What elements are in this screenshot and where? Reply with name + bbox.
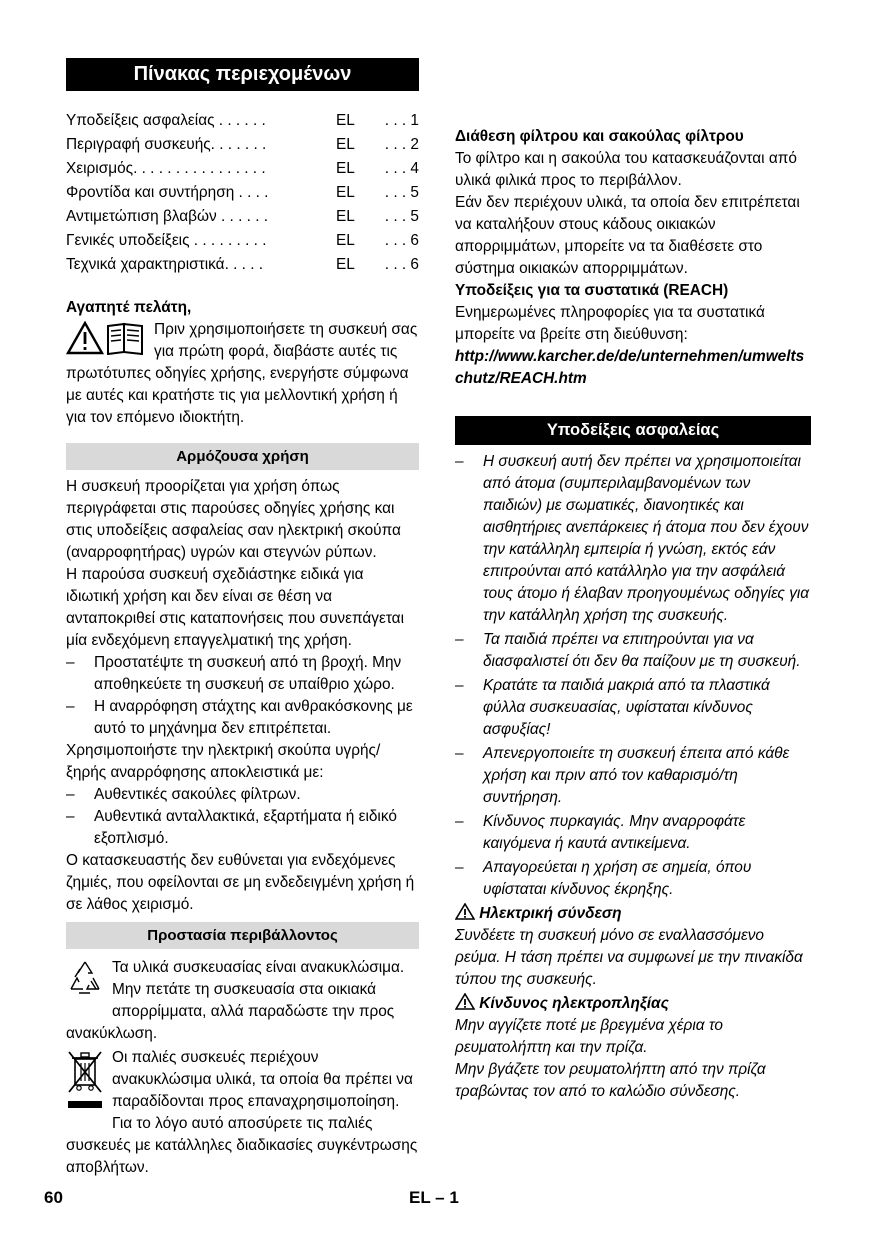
filter-p2: Εάν δεν περιέχουν υλικά, τα οποία δεν επιτρέπεται να καταλήξουν στους κάδους οικιακών απορριμμάτων, μπορείτε να τα διαθέσετε στο σύστημα οικιακών απορριμμάτων. (455, 194, 800, 277)
toc-list (66, 109, 419, 277)
warning-icon (455, 995, 479, 1012)
intended-use-heading: Αρμόζουσα χρήση (66, 443, 419, 470)
list-item: – Τα παιδιά πρέπει να επιτηρούνται για να διασφαλιστεί ότι δεν θα παίζουν με τη συσκευή. (455, 629, 811, 673)
list-item: – Απενεργοποιείτε τη συσκευή έπειτα από κάθε χρήση και πριν από τον καθαρισμό/τη συντήρηση. (455, 743, 811, 809)
toc-entry[interactable]: Αντιμετώπιση βλαβών . . . . . . EL . . . 5 (66, 208, 419, 225)
intended-use-p2: Η παρούσα συσκευή σχεδιάστηκε ειδικά για ιδιωτική χρήση και δεν είναι σε θέση να ανταποκριθεί στις καταπονήσεις που συνεπάγεται μία ενδεχόμενη επαγγελματική της χρήση. (66, 566, 404, 649)
electric-heading: Ηλεκτρική σύνδεση (479, 905, 622, 922)
toc-entry[interactable]: Τεχνικά χαρακτηριστικά. . . . . EL . . . 6 (66, 256, 419, 273)
intro-text-first: Πριν χρησιμοποιήσετε τη συσκευή σας για πρώτη φορά, διαβάστε (154, 321, 418, 360)
intended-use-list2 (66, 784, 419, 850)
list-item: – Απαγορεύεται η χρήση σε σημεία, όπου υφίσταται κίνδυνος έκρηξης. (455, 857, 811, 901)
intended-use-p4: Ο κατασκευαστής δεν ευθύνεται για ενδεχόμενες ζημιές, που οφείλονται σε μη ενδεδειγμένη χρήση ή σε λάθος χειρισμό. (66, 852, 415, 913)
intended-use-list1 (66, 652, 419, 740)
reach-text: Ενημερωμένες πληροφορίες για τα συστατικά μπορείτε να βρείτε στη διεύθυνση: (455, 304, 765, 343)
toc-entry[interactable]: Γενικές υποδείξεις . . . . . . . . . EL . . . 6 (66, 232, 419, 249)
electric-heading-row (455, 903, 811, 925)
shock-text-2: Μην βγάζετε τον ρευματολήπτη από την πρίζα τραβώντας τον από το καλώδιο σύνδεσης. (455, 1061, 766, 1100)
warning-icon (455, 905, 479, 922)
electric-text: Συνδέετε τη συσκευή μόνο σε εναλλασσόμενο ρεύμα. Η τάση πρέπει να συμφωνεί με την πινακίδα τύπου της συσκευής. (455, 927, 803, 988)
footer-lang: EL (409, 1188, 431, 1207)
filter-heading: Διάθεση φίλτρου και σακούλας φίλτρου (455, 128, 744, 145)
toc-entry[interactable]: Φροντίδα και συντήρηση . . . . EL . . . 5 (66, 184, 419, 201)
reach-link[interactable]: http://www.karcher.de/de/unternehmen/umweltschutz/REACH.htm (455, 348, 805, 387)
old-devices-text: Οι παλιές συσκευές περιέχουν ανακυκλώσιμα υλικά, τα οποία θα πρέπει να παραδίδονται προς επαναχρησιμοποίηση. Για το λόγο αυτό αποσύρετε τις παλιές συσκευές με κατάλληλες διαδικασίες συγκέντρωσης αποβλήτων. (66, 1049, 418, 1176)
list-item: – Προστατέψτε τη συσκευή από τη βροχή. Μην αποθηκεύετε τη συσκευή σε υπαίθριο χώρο. (66, 652, 419, 696)
toc-entry[interactable]: Περιγραφή συσκευής. . . . . . . EL . . . 2 (66, 136, 419, 153)
shock-text-1: Μην αγγίζετε ποτέ με βρεγμένα χέρια το ρευματολήπτη και την πρίζα. (455, 1017, 723, 1056)
shock-heading-row (455, 993, 811, 1015)
toc-entry[interactable]: Χειρισμός. . . . . . . . . . . . . . . . EL . . . 4 (66, 160, 419, 177)
intro-block (66, 319, 419, 429)
list-item: – Αυθεντικά ανταλλακτικά, εξαρτήματα ή ειδικό εξοπλισμό. (66, 806, 419, 850)
shock-heading: Κίνδυνος ηλεκτροπληξίας (479, 995, 669, 1012)
environment-heading: Προστασία περιβάλλοντος (66, 922, 419, 949)
safety-heading: Υποδείξεις ασφαλείας (455, 416, 811, 445)
list-item: – Κρατάτε τα παιδιά μακριά από τα πλαστικά φύλλα συσκευασίας, υφίσταται κίνδυνος ασφυξίας! (455, 675, 811, 741)
list-item: – Η αναρρόφηση στάχτης και ανθρακόσκονης με αυτό το μηχάνημα δεν επιτρέπεται. (66, 696, 419, 740)
left-column (66, 58, 419, 1179)
toc-title: Πίνακας περιεχομένων (66, 58, 419, 91)
page-number: 60 (44, 1188, 63, 1207)
safety-list (455, 451, 811, 901)
reach-heading: Υποδείξεις για τα συστατικά (REACH) (455, 282, 729, 299)
right-column (455, 58, 811, 1103)
list-item: – Αυθεντικές σακούλες φίλτρων. (66, 784, 419, 806)
filter-p1: Το φίλτρο και η σακούλα του κατασκευάζονται από υλικά φιλικά προς το περιβάλλον. (455, 150, 797, 189)
footer-section-page: – 1 (435, 1188, 459, 1207)
packaging-text: Τα υλικά συσκευασίας είναι ανακυκλώσιμα. Μην πετάτε τη συσκευασία στα οικιακά απορρίμματα, αλλά παραδώστε την προς ανακύκλωση. (66, 959, 405, 1042)
crossed-bin-icon (66, 1049, 104, 1120)
intro-text-rest: αυτές τις πρωτότυπες οδηγίες χρήσης, ενεργήστε σύμφωνα με αυτές και κρατήστε τις για μελλοντική χρήση ή για τον επόμενο ιδιοκτήτη. (66, 343, 409, 426)
packaging-block (66, 957, 419, 1045)
toc-entry[interactable]: Υποδείξεις ασφαλείας . . . . . . EL . . . 1 (66, 112, 419, 129)
recycling-icon (66, 959, 104, 1004)
warning-manual-icon (66, 321, 146, 362)
list-item: – Κίνδυνος πυρκαγιάς. Μην αναρροφάτε καιγόμενα ή καυτά αντικείμενα. (455, 811, 811, 855)
greeting: Αγαπητέ πελάτη, (66, 299, 192, 316)
list-item: – Η συσκευή αυτή δεν πρέπει να χρησιμοποιείται από άτομα (συμπεριλαμβανομένων των παιδιών) με σωματικές, διανοητικές και αισθητήριες ανεπάρκειες ή άτομα που δεν έχουν την κατάλληλη εμπειρία ή γνώση, εκτός εάν επιτρούνται από κατάλληλο για την ασφάλειά τους άτομο ή έλαβαν προηγουμένως οδηγίες για την κατάλληλη χρήση της συσκευής. (455, 451, 811, 627)
old-devices-block (66, 1047, 419, 1179)
intended-use-p1: Η συσκευή προορίζεται για χρήση όπως περιγράφεται στις παρούσες οδηγίες χρήσης και στις υποδείξεις ασφαλείας σαν ηλεκτρική σκούπα (αναρροφητήρας) υγρών και στεγνών ρύπων. (66, 478, 401, 561)
footer-section (409, 1188, 459, 1208)
intended-use-p3: Χρησιμοποιήστε την ηλεκτρική σκούπα υγρής/ξηρής αναρρόφησης αποκλειστικά με: (66, 742, 381, 781)
